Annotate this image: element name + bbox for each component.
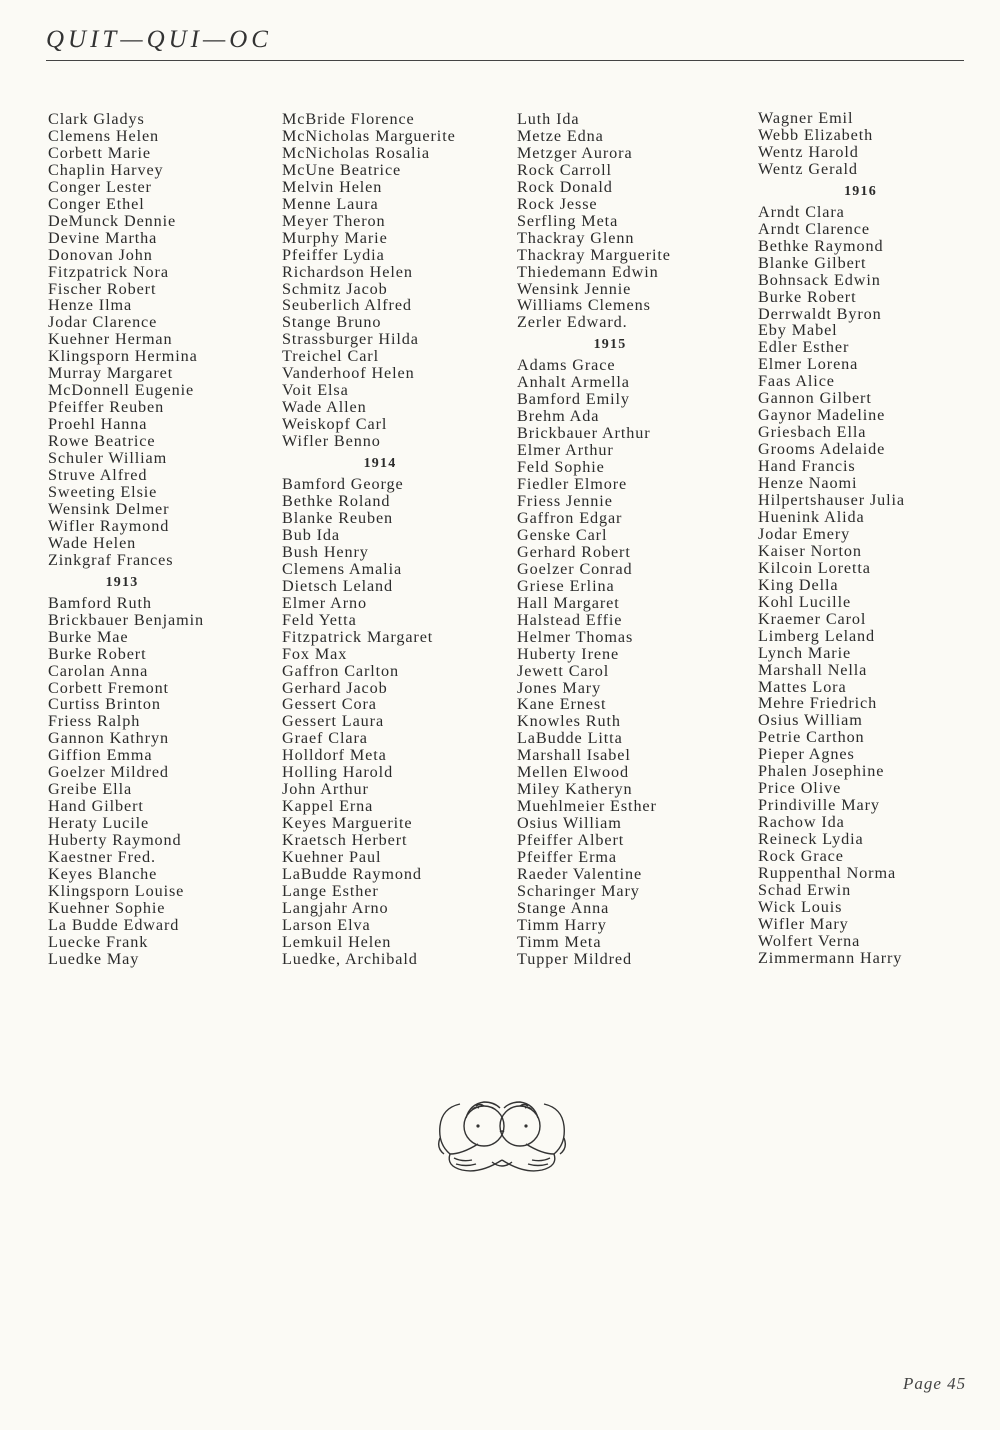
student-name: Mellen Elwood [517, 763, 629, 782]
student-name: Grooms Adelaide [758, 440, 886, 459]
student-name: Rachow Ida [758, 813, 845, 832]
student-name: Edler Esther [758, 338, 850, 357]
student-name: Arndt Clarence [758, 219, 870, 238]
student-name: Proehl Hanna [48, 415, 148, 434]
student-name: Friess Ralph [48, 712, 141, 731]
student-name: Henze Ilma [48, 296, 133, 315]
student-name: Huenink Alida [758, 507, 865, 526]
student-name: Prindiville Mary [758, 796, 880, 815]
student-name: Devine Martha [48, 228, 158, 247]
student-name: Kraemer Carol [758, 609, 867, 628]
student-name: Raeder Valentine [517, 864, 643, 883]
student-name: Friess Jennie [517, 492, 613, 511]
student-name: Hand Gilbert [48, 797, 144, 816]
student-name: Rock Carroll [517, 160, 612, 179]
student-name: Struve Alfred [48, 466, 148, 485]
student-name: Richardson Helen [282, 262, 413, 281]
student-name: Price Olive [758, 779, 842, 798]
student-name: Luth Ida [517, 110, 580, 128]
student-name: Brickbauer Benjamin [48, 610, 204, 629]
student-name: Wifler Raymond [48, 516, 170, 535]
student-name: Blanke Reuben [282, 508, 394, 527]
student-name: Henze Naomi [758, 474, 858, 493]
student-name: Brickbauer Arthur [517, 424, 651, 443]
student-name: Petrie Carthon [758, 728, 865, 747]
student-name: Goelzer Mildred [48, 763, 169, 782]
student-name: Corbett Marie [48, 143, 151, 162]
student-name: Burke Robert [48, 644, 147, 663]
student-name: Klingsporn Hermina [48, 347, 198, 366]
student-name: Melvin Helen [282, 177, 383, 196]
student-name: Elmer Arthur [517, 441, 614, 460]
student-name: LaBudde Litta [517, 729, 623, 748]
student-name: Wentz Gerald [758, 159, 858, 178]
student-name: Helmer Thomas [517, 627, 634, 646]
student-name: Wentz Harold [758, 142, 859, 161]
class-year-heading: 1916 [844, 183, 877, 199]
student-name: Jones Mary [517, 678, 602, 697]
student-name: Knowles Ruth [517, 712, 621, 731]
student-name: Fischer Robert [48, 279, 157, 298]
student-name: Hand Francis [758, 457, 856, 476]
student-name: Corbett Fremont [48, 678, 169, 697]
student-name: Fox Max [282, 644, 348, 663]
student-name: Gessert Laura [282, 712, 385, 731]
student-name: Thackray Glenn [517, 228, 635, 247]
student-name: Zerler Edward. [517, 313, 628, 332]
student-name: Kaestner Fred. [48, 848, 156, 867]
name-column-3 [517, 111, 747, 968]
student-name: Wifler Benno [282, 432, 381, 451]
cherubs-kissing-icon [432, 1092, 572, 1183]
student-name: Griese Erlina [517, 576, 615, 595]
name-column-4 [758, 110, 988, 967]
student-name: Rock Jesse [517, 194, 598, 213]
student-name: Gaynor Madeline [758, 406, 886, 425]
student-name: Keyes Marguerite [282, 814, 413, 833]
student-name: Voit Elsa [282, 381, 349, 400]
student-name: Schmitz Jacob [282, 279, 388, 298]
student-name: Vanderhoof Helen [282, 364, 415, 383]
student-name: Langjahr Arno [282, 898, 389, 917]
student-name: Donovan John [48, 245, 153, 264]
header-rule [46, 60, 964, 61]
student-name: Wick Louis [758, 897, 843, 916]
student-name: Genske Carl [517, 525, 608, 544]
student-name: Dietsch Leland [282, 576, 394, 595]
student-name: John Arthur [282, 780, 369, 799]
student-name: Gaffron Carlton [282, 661, 400, 680]
student-name: Osius William [517, 814, 622, 833]
student-name: Lange Esther [282, 881, 379, 900]
student-name: Graef Clara [282, 729, 368, 748]
student-name: Giffion Emma [48, 746, 153, 765]
student-name: Marshall Nella [758, 660, 868, 679]
student-name: Mattes Lora [758, 677, 847, 696]
student-name: Carolan Anna [48, 661, 149, 680]
student-name: Gaffron Edgar [517, 508, 623, 527]
student-name: Phalen Josephine [758, 762, 885, 781]
student-name: Kane Ernest [517, 695, 607, 714]
student-name: Murphy Marie [282, 228, 388, 247]
student-name: Muehlmeier Esther [517, 797, 657, 816]
student-name: Wensink Delmer [48, 499, 170, 518]
student-name: Feld Yetta [282, 610, 357, 629]
student-name: Gerhard Jacob [282, 678, 388, 697]
student-name: Clemens Helen [48, 126, 160, 145]
student-name: Zimmermann Harry [758, 948, 903, 967]
student-name: Menne Laura [282, 194, 379, 213]
student-name: Webb Elizabeth [758, 125, 874, 144]
student-name: LaBudde Raymond [282, 864, 422, 883]
student-name: Rowe Beatrice [48, 432, 156, 451]
student-name: Gessert Cora [282, 695, 377, 714]
student-name: Kuehner Sophie [48, 898, 166, 917]
student-name: Wagner Emil [758, 109, 854, 127]
student-name: Thackray Marguerite [517, 245, 671, 264]
student-name: Timm Harry [517, 915, 607, 934]
student-name: McUne Beatrice [282, 160, 402, 179]
student-name: Kuehner Herman [48, 330, 173, 349]
student-name: Holling Harold [282, 763, 394, 782]
class-year-heading: 1914 [363, 456, 397, 472]
student-name: Osius William [758, 711, 863, 730]
student-name: Kappel Erna [282, 797, 374, 816]
student-name: Pfeiffer Lydia [282, 245, 385, 264]
student-name: Thiedemann Edwin [517, 262, 659, 281]
student-name: La Budde Edward [48, 915, 180, 934]
student-name: Schuler William [48, 449, 168, 468]
student-name: Elmer Arno [282, 593, 367, 612]
student-name: Bamford Ruth [48, 593, 152, 612]
student-name: McDonnell Eugenie [48, 381, 195, 400]
student-name: Metzger Aurora [517, 143, 633, 162]
student-name: Holldorf Meta [282, 746, 387, 765]
student-name: Gannon Gilbert [758, 389, 872, 408]
student-name: Greibe Ella [48, 780, 133, 799]
student-name: Mehre Friedrich [758, 694, 878, 713]
name-column-1 [48, 111, 278, 968]
student-name: Treichel Carl [282, 347, 379, 366]
student-name: Conger Ethel [48, 194, 145, 213]
student-name: Elmer Lorena [758, 355, 859, 374]
student-name: Clark Gladys [48, 110, 145, 128]
student-name: Kohl Lucille [758, 592, 852, 611]
student-name: Limberg Leland [758, 626, 876, 645]
student-name: Arndt Clara [758, 202, 845, 221]
student-name: Feld Sophie [517, 458, 605, 477]
student-name: Pfeiffer Erma [517, 848, 617, 867]
student-name: McNicholas Rosalia [282, 143, 430, 162]
student-name: Larson Elva [282, 915, 371, 934]
student-name: Bohnsack Edwin [758, 270, 881, 289]
student-name: Ruppenthal Norma [758, 863, 897, 882]
student-name: Sweeting Elsie [48, 482, 158, 501]
student-name: Derrwaldt Byron [758, 304, 882, 323]
student-name: Marshall Isabel [517, 746, 631, 765]
student-name: Adams Grace [517, 356, 616, 375]
student-name: Hilpertshauser Julia [758, 491, 906, 510]
student-name: Gerhard Robert [517, 542, 631, 561]
student-name: Miley Katheryn [517, 780, 633, 799]
class-year-heading: 1915 [593, 337, 627, 353]
student-name: Jodar Clarence [48, 313, 158, 332]
student-name: Burke Robert [758, 287, 857, 306]
student-name: Wensink Jennie [517, 279, 632, 298]
student-name: Stange Bruno [282, 313, 382, 332]
student-name: Luedke May [48, 949, 140, 968]
student-name: DeMunck Dennie [48, 211, 177, 230]
student-name: Fitzpatrick Margaret [282, 627, 434, 646]
student-name: Bamford George [282, 475, 404, 494]
student-name: Fitzpatrick Nora [48, 262, 169, 281]
student-name: Lynch Marie [758, 643, 852, 662]
student-name: Huberty Raymond [48, 831, 182, 850]
student-name: Wifler Mary [758, 914, 849, 933]
student-name: Burke Mae [48, 627, 129, 646]
student-name: Goelzer Conrad [517, 559, 633, 578]
student-name: Luecke Frank [48, 932, 149, 951]
student-name: Wade Helen [48, 533, 137, 552]
student-name: Bethke Roland [282, 492, 391, 511]
student-name: Kraetsch Herbert [282, 831, 408, 850]
student-name: Conger Lester [48, 177, 152, 196]
student-name: Chaplin Harvey [48, 160, 164, 179]
student-name: Huberty Irene [517, 644, 620, 663]
student-name: Reineck Lydia [758, 830, 864, 849]
student-name: Metze Edna [517, 126, 604, 145]
student-name: McBride Florence [282, 110, 415, 128]
student-name: Curtiss Brinton [48, 695, 161, 714]
student-name: Murray Margaret [48, 364, 174, 383]
page-number: Page 45 [903, 1374, 967, 1393]
running-header: QUIT—QUI—OC [46, 26, 272, 53]
student-name: Rock Grace [758, 847, 844, 866]
student-name: Jodar Emery [758, 524, 851, 543]
student-name: Bub Ida [282, 525, 341, 544]
student-name: Kuehner Paul [282, 848, 382, 867]
student-name: Eby Mabel [758, 321, 838, 340]
student-name: Pieper Agnes [758, 745, 855, 764]
student-name: McNicholas Marguerite [282, 126, 456, 145]
student-name: Hall Margaret [517, 593, 620, 612]
student-name: Bush Henry [282, 542, 369, 561]
student-name: Pfeiffer Albert [517, 831, 625, 850]
class-year-heading: 1913 [105, 574, 139, 590]
name-column-2 [282, 111, 512, 968]
student-name: Faas Alice [758, 372, 835, 391]
student-name: Timm Meta [517, 932, 602, 951]
student-name: Kaiser Norton [758, 541, 862, 560]
student-name: Griesbach Ella [758, 423, 867, 442]
student-name: Bethke Raymond [758, 236, 884, 255]
student-name: Heraty Lucile [48, 814, 150, 833]
student-name: Weiskopf Carl [282, 415, 388, 434]
student-name: Bamford Emily [517, 390, 630, 409]
student-name: Fiedler Elmore [517, 475, 628, 494]
student-name: Wolfert Verna [758, 931, 861, 950]
student-name: Seuberlich Alfred [282, 296, 412, 315]
student-name: Clemens Amalia [282, 559, 403, 578]
student-name: Keyes Blanche [48, 864, 158, 883]
student-name: Brehm Ada [517, 407, 600, 426]
student-name: Strassburger Hilda [282, 330, 419, 349]
student-name: Lemkuil Helen [282, 932, 392, 951]
student-name: Tupper Mildred [517, 949, 632, 968]
student-name: Scharinger Mary [517, 881, 640, 900]
student-name: Serfling Meta [517, 211, 619, 230]
student-name: Kilcoin Loretta [758, 558, 871, 577]
student-name: Halstead Effie [517, 610, 623, 629]
student-name: Zinkgraf Frances [48, 550, 174, 569]
student-name: Rock Donald [517, 177, 613, 196]
student-name: Luedke, Archibald [282, 949, 418, 968]
student-name: Jewett Carol [517, 661, 610, 680]
student-name: Blanke Gilbert [758, 253, 867, 272]
student-name: Pfeiffer Reuben [48, 398, 165, 417]
student-name: Meyer Theron [282, 211, 386, 230]
student-name: Williams Clemens [517, 296, 651, 315]
student-name: Schad Erwin [758, 880, 852, 899]
student-name: King Della [758, 575, 839, 594]
student-name: Gannon Kathryn [48, 729, 169, 748]
student-name: Wade Allen [282, 398, 367, 417]
student-name: Klingsporn Louise [48, 881, 185, 900]
student-name: Stange Anna [517, 898, 610, 917]
student-name: Anhalt Armella [517, 373, 630, 392]
